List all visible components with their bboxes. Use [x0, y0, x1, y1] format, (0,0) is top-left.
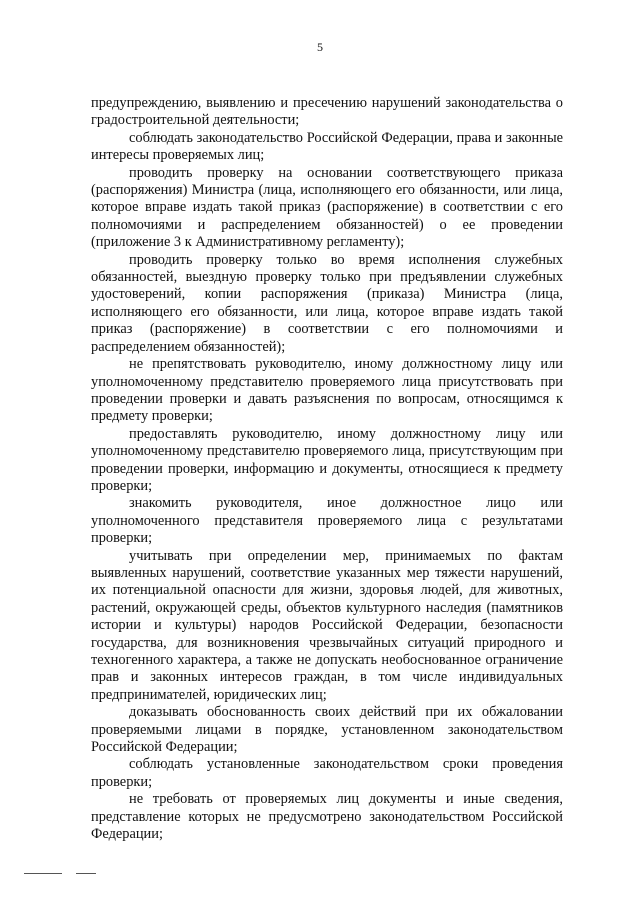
footer-scan-marks	[24, 873, 114, 875]
footer-mark	[24, 873, 62, 874]
paragraph: не требовать от проверяемых лиц документы и иные сведения, представление которых не предусмотрено законодательством Российской Федерации;	[91, 791, 563, 843]
paragraph: предоставлять руководителю, иному должностному лицу или уполномоченному представителю проверяемого лица, присутствующим при проведении проверки, информацию и документы, относящиеся к предмету проверки;	[91, 425, 563, 494]
paragraph: проводить проверку только во время исполнения служебных обязанностей, выездную проверку только при предъявлении служебных удостоверений, копии распоряжения (приказа) Министра (лица, исполняющего его обязанности, или лица, которое вправе издать такой приказ (распоряжение) в соответствии с его полномочиями и распределением обязанностей);	[91, 251, 563, 355]
document-body	[91, 95, 563, 843]
paragraph: предупреждению, выявлению и пресечению нарушений законодательства о градостроительной деятельности;	[91, 95, 563, 129]
footer-mark	[76, 873, 96, 874]
paragraph: проводить проверку на основании соответствующего приказа (распоряжения) Министра (лица, исполняющего его обязанности, или лица, которое вправе издать такой приказ (распоряжение) в соответствии с его полномочиями и распределением обязанностей) о ее проведении (приложение 3 к Административному регламенту);	[91, 164, 563, 251]
paragraph: доказывать обоснованность своих действий при их обжаловании проверяемыми лицами в порядке, установленном законодательством Российской Федерации;	[91, 704, 563, 756]
paragraph: не препятствовать руководителю, иному должностному лицу или уполномоченному представителю проверяемого лица присутствовать при проведении проверки и давать разъяснения по вопросам, относящимся к предмету проверки;	[91, 356, 563, 425]
paragraph: знакомить руководителя, иное должностное лицо или уполномоченного представителя проверяемого лица с результатами проверки;	[91, 495, 563, 547]
paragraph: соблюдать установленные законодательством сроки проведения проверки;	[91, 756, 563, 790]
paragraph: учитывать при определении мер, принимаемых по фактам выявленных нарушений, соответствие указанных мер тяжести нарушений, их потенциальной опасности для жизни, здоровья людей, для животных, растений, окружающей среды, объектов культурного наследия (памятников истории и культуры) народов Российской Федерации, безопасности государства, для возникновения чрезвычайных ситуаций природного и техногенного характера, а также не допускать необоснованное ограничение прав и законных интересов граждан, в том числе индивидуальных предпринимателей, юридических лиц;	[91, 547, 563, 703]
page-number: 5	[317, 40, 323, 54]
paragraph: соблюдать законодательство Российской Федерации, права и законные интересы проверяемых лиц;	[91, 129, 563, 164]
